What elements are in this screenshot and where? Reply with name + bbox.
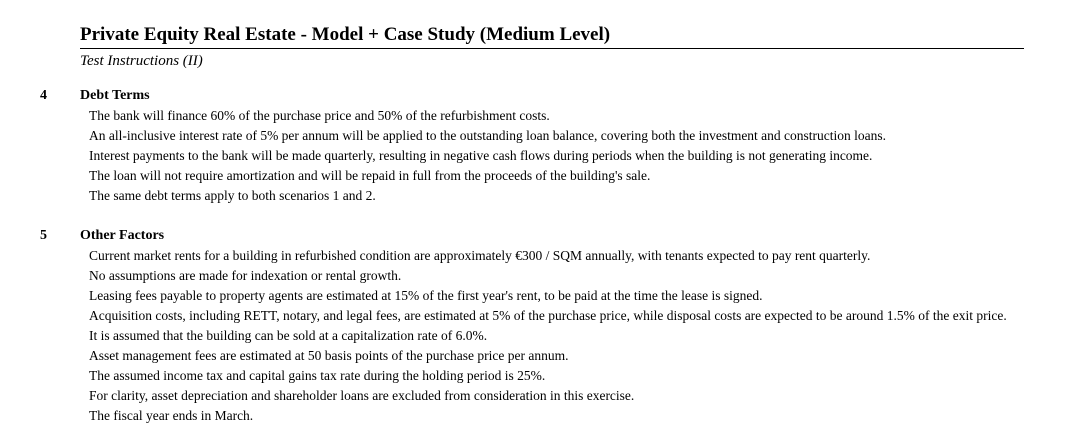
- section-title: Debt Terms: [80, 88, 150, 103]
- section-number: 4: [40, 88, 47, 103]
- section-title: Other Factors: [80, 228, 165, 243]
- section-line: For clarity, asset depreciation and shareholder loans are excluded from consideration in this exercise.: [89, 388, 635, 403]
- section-line: The assumed income tax and capital gains tax rate during the holding period is 25%.: [89, 368, 546, 383]
- title-block: [80, 22, 1024, 49]
- page-title: Private Equity Real Estate - Model + Case Study (Medium Level): [80, 24, 611, 45]
- section-number: 5: [40, 228, 47, 243]
- section-line: No assumptions are made for indexation or rental growth.: [89, 268, 402, 283]
- section-line: It is assumed that the building can be sold at a capitalization rate of 6.0%.: [89, 328, 488, 343]
- section-lines: [89, 106, 886, 206]
- section-line: Acquisition costs, including RETT, notary, and legal fees, are estimated at 5% of the purchase price, while disposal costs are expected to be around 1.5% of the exit price.: [89, 308, 1007, 323]
- section-line: The loan will not require amortization and will be repaid in full from the proceeds of the building's sale.: [89, 168, 651, 183]
- section-line: Leasing fees payable to property agents are estimated at 15% of the first year's rent, to be paid at the time the lease is signed.: [89, 288, 763, 303]
- page-subtitle: Test Instructions (II): [80, 53, 203, 69]
- section-lines: [89, 246, 1007, 426]
- section-line: The same debt terms apply to both scenarios 1 and 2.: [89, 188, 376, 203]
- section-line: An all-inclusive interest rate of 5% per annum will be applied to the outstanding loan balance, covering both the investment and construction loans.: [89, 128, 887, 143]
- section-line: Asset management fees are estimated at 50 basis points of the purchase price per annum.: [89, 348, 569, 363]
- section-line: Current market rents for a building in refurbished condition are approximately €300 / SQM annually, with tenants expected to pay rent quarterly.: [89, 248, 871, 263]
- section-line: The fiscal year ends in March.: [89, 408, 254, 423]
- section-line: The bank will finance 60% of the purchase price and 50% of the refurbishment costs.: [89, 108, 550, 123]
- section-line: Interest payments to the bank will be made quarterly, resulting in negative cash flows during periods when the building is not generating income.: [89, 148, 873, 163]
